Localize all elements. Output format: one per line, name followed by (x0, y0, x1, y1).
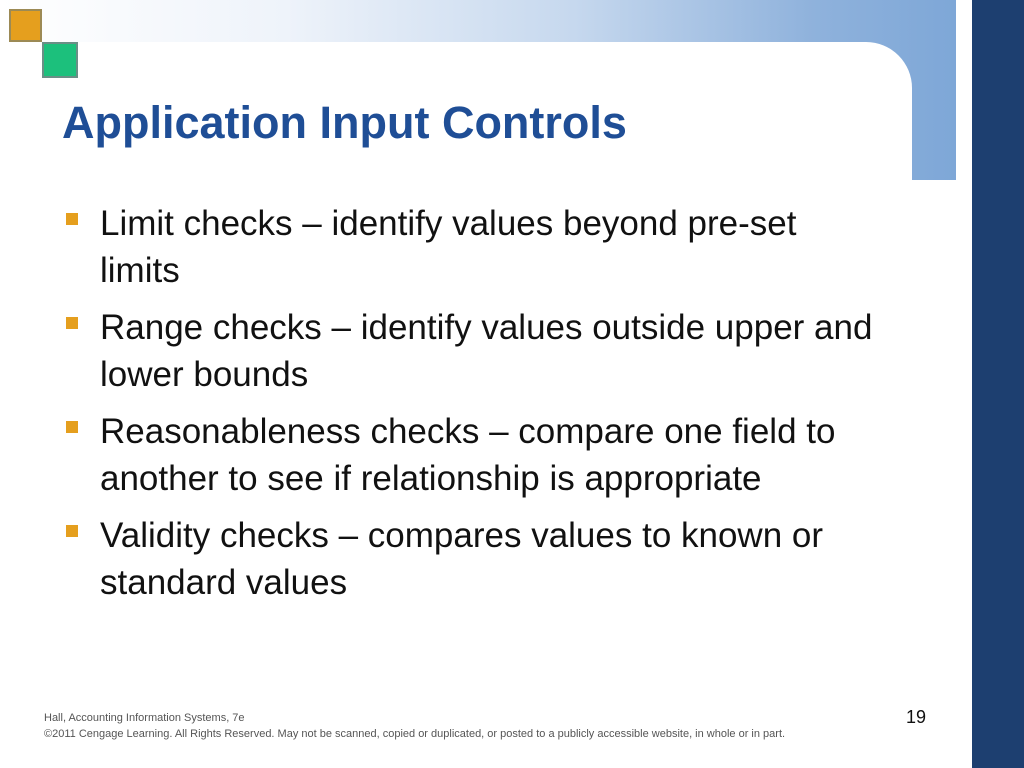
bullet-item (64, 200, 874, 294)
bullet-text: Limit checks – identify values beyond pre-set limits (100, 204, 797, 290)
sidebar-gap (956, 0, 972, 768)
bullet-list (64, 200, 874, 616)
right-sidebar-bar (972, 0, 1024, 768)
square-bullet-icon (66, 525, 78, 537)
bullet-text: Range checks – identify values outside upper and lower bounds (100, 308, 873, 394)
green-square-decoration (42, 42, 78, 78)
orange-square-decoration (9, 9, 42, 42)
square-bullet-icon (66, 317, 78, 329)
bullet-item (64, 512, 874, 606)
square-bullet-icon (66, 213, 78, 225)
footer-copyright: ©2011 Cengage Learning. All Rights Reserved. May not be scanned, copied or duplicated, or posted to a publicly accessible website, in whole or in part. (44, 728, 786, 740)
bullet-text: Reasonableness checks – compare one field to another to see if relationship is appropriate (100, 412, 836, 498)
footer-source: Hall, Accounting Information Systems, 7e (44, 712, 245, 724)
footer (44, 710, 785, 742)
bullet-item (64, 304, 874, 398)
square-bullet-icon (66, 421, 78, 433)
slide-title: Application Input Controls (62, 97, 627, 148)
bullet-text: Validity checks – compares values to known or standard values (100, 516, 824, 602)
page-number: 19 (906, 707, 927, 727)
bullet-item (64, 408, 874, 502)
